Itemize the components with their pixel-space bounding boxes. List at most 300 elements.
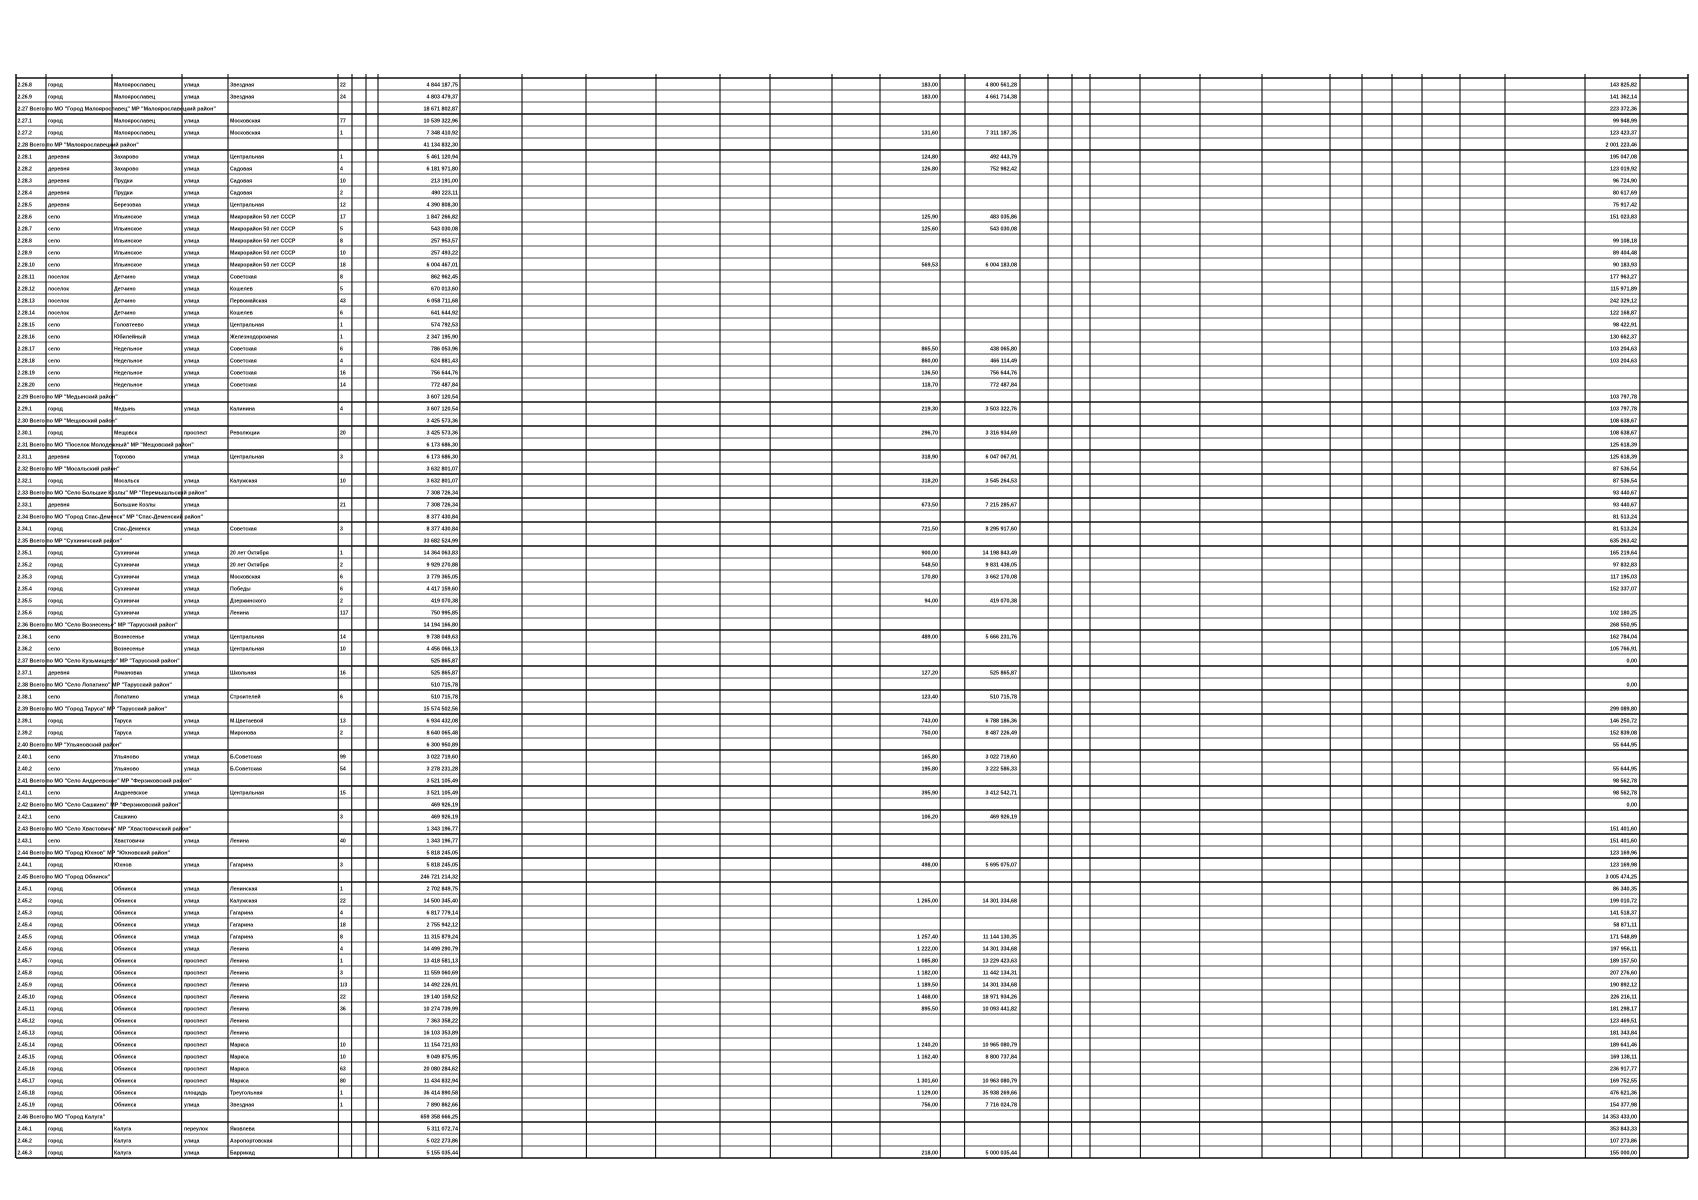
house-number: 4 [340,946,343,953]
total-row-title: 2.40 Всего по МР "Ульяновский район" [17,742,122,749]
total-row-title: 2.33 Всего по МО "Село Большие Козлы" МР "Перемышльский район" [17,490,208,497]
area-value: 127,20 [921,670,938,677]
street-type: улица [184,262,200,269]
area-value: 183,00 [921,94,938,101]
street-name: Советская [230,382,257,389]
locality-name: Сухиничи [114,562,140,569]
house-number: 1 [340,130,343,137]
area-value: 296,70 [921,430,938,437]
total-row-area: 3 521 105,49 [426,778,458,785]
row-number: 2.38.1 [17,694,32,701]
locality-name: Обнинск [114,1078,137,1085]
street-name: Советская [230,526,257,533]
total-value: 123 019,92 [1610,166,1637,173]
street-type: улица [184,370,200,377]
street-name: Микрорайон 50 лет СССР [230,250,296,257]
house-number: 1 [340,1090,343,1097]
street-name: Маркса [230,1054,249,1061]
locality-type: село [48,346,61,353]
house-number: 3 [340,862,343,869]
house-number: 6 [340,310,343,317]
locality-name: Сухиничи [114,598,140,605]
locality-name: Малоярославец [114,118,156,125]
street-type: улица [184,886,200,893]
locality-type: город [48,886,63,893]
area-value: 1 265,00 [917,898,938,905]
street-name: Центральная [230,202,264,209]
area-value: 118,70 [921,382,938,389]
locality-name: Обнинск [114,1018,137,1025]
area-value: 1 182,00 [917,970,938,977]
area-value: 318,20 [921,478,938,485]
work-value: 3 503 322,76 [985,406,1017,413]
street-type: улица [184,922,200,929]
street-type: улица [184,346,200,353]
work-value: 18 971 934,26 [982,994,1017,1001]
total-row-title: 2.35 Всего по МР "Сухиничский район" [17,538,123,545]
work-value: 756 644,76 [990,370,1017,377]
locality-type: город [48,1006,63,1013]
total-value: 80 617,69 [1613,190,1637,197]
area-value: 106,20 [921,814,938,821]
street-name: Железнодорожная [230,334,278,341]
total-row-title: 2.39 Всего по МО "Город Таруса" МР "Тарусский район" [17,706,167,713]
cost-value: 862 962,45 [431,274,458,281]
row-number: 2.45.6 [17,946,32,953]
street-type: улица [184,634,200,641]
area-value: 318,90 [921,454,938,461]
total-value: 107 273,86 [1610,1138,1637,1145]
total-value: 143 825,82 [1610,82,1637,89]
locality-name: Малоярославец [114,94,156,101]
street-name: Калужская [230,898,258,905]
cost-value: 3 521 105,49 [426,790,458,797]
street-name: Московская [230,118,261,125]
locality-type: город [48,1042,63,1049]
total-row-area: 469 926,19 [431,802,458,809]
house-number: 1 [340,886,343,893]
locality-name: Обнинск [114,910,137,917]
street-type: улица [184,190,200,197]
locality-type: деревня [48,178,70,185]
row-number: 2.46.3 [17,1150,32,1157]
work-value: 3 412 542,71 [985,790,1017,797]
street-name: Кошелев [230,286,253,293]
total-row-sum: 299 089,80 [1610,706,1637,713]
street-name: Б.Советская [230,754,262,761]
work-value: 3 222 586,33 [985,766,1017,773]
house-number: 2 [340,562,343,569]
street-name: Микрорайон 50 лет СССР [230,238,296,245]
total-row-title: 2.34 Всего по МО "Город Спас-Деменск" МР "Спас-Деменский район" [17,514,204,521]
area-value: 195,80 [921,766,938,773]
locality-name: Хвастовичи [114,838,145,845]
house-number: 8 [340,934,343,941]
street-type: улица [184,718,200,725]
cost-value: 257 493,22 [431,250,458,257]
total-row-sum: 125 618,39 [1610,442,1637,449]
work-value: 3 022 719,60 [985,754,1017,761]
street-name: Советская [230,346,257,353]
locality-type: город [48,586,63,593]
work-value: 14 198 843,49 [982,550,1017,557]
street-type: улица [184,766,200,773]
locality-type: город [48,910,63,917]
work-value: 4 800 561,28 [985,82,1017,89]
total-value: 165 219,64 [1610,550,1637,557]
street-name: Аэропортовская [230,1138,273,1145]
locality-type: город [48,994,63,1001]
row-number: 2.45.4 [17,922,32,929]
cost-value: 525 865,87 [431,670,458,677]
total-row-title: 2.37 Всего по МО "Село Кузьмищево" МР "Тарусский район" [17,658,180,665]
cost-value: 670 013,60 [431,286,458,293]
row-number: 2.45.17 [17,1078,35,1085]
locality-type: село [48,334,61,341]
cost-value: 6 181 971,80 [426,166,458,173]
total-value: 189 641,46 [1610,1042,1637,1049]
work-value: 11 442 134,31 [982,970,1017,977]
row-number: 2.28.13 [17,298,35,305]
locality-name: Недельное [114,346,143,353]
locality-name: Спас-Деменск [114,526,151,533]
locality-name: Мещовск [114,430,138,437]
row-number: 2.37.1 [17,670,32,677]
locality-type: город [48,118,63,125]
total-value: 125 618,39 [1610,454,1637,461]
house-number: 12 [340,202,346,209]
street-name: Маркса [230,1078,249,1085]
cost-value: 5 461 120,94 [426,154,458,161]
work-value: 14 301 334,68 [982,946,1017,953]
work-value: 14 301 334,68 [982,982,1017,989]
locality-name: Обнинск [114,1042,137,1049]
house-number: 13 [340,718,346,725]
cost-value: 9 738 049,63 [426,634,458,641]
street-name: Ленина [230,1018,249,1025]
house-number: 8 [340,238,343,245]
work-value: 6 047 067,91 [985,454,1017,461]
street-type: улица [184,598,200,605]
locality-type: город [48,478,63,485]
row-number: 2.40.1 [17,754,32,761]
work-value: 5 695 075,07 [985,862,1017,869]
street-type: улица [184,238,200,245]
row-number: 2.28.2 [17,166,32,173]
locality-name: Торхово [114,454,136,461]
row-number: 2.46.1 [17,1126,32,1133]
cost-value: 543 030,08 [431,226,458,233]
street-type: улица [184,334,200,341]
street-name: Ленина [230,982,249,989]
locality-name: Калуга [114,1150,132,1157]
total-value: 169 138,11 [1610,1054,1637,1061]
street-name: Ленина [230,1030,249,1037]
house-number: 3 [340,454,343,461]
total-row-title: 2.30 Всего по МР "Мещовский район" [17,418,118,425]
row-number: 2.28.8 [17,238,32,245]
total-value: 197 956,11 [1610,946,1637,953]
street-type: улица [184,562,200,569]
total-row-sum: 93 440,67 [1613,490,1637,497]
work-value: 7 716 024,78 [985,1102,1017,1109]
total-value: 146 250,72 [1610,718,1637,725]
cost-value: 11 559 060,69 [423,970,458,977]
street-name: Центральная [230,154,264,161]
total-value: 103 204,63 [1610,346,1637,353]
cost-value: 750 995,85 [431,610,458,617]
house-number: 2 [340,190,343,197]
locality-type: село [48,250,61,257]
street-name: Треугольная [230,1090,263,1097]
locality-type: село [48,694,61,701]
total-value: 171 548,89 [1610,934,1637,941]
street-type: улица [184,118,200,125]
row-number: 2.45.18 [17,1090,35,1097]
area-value: 218,00 [921,1150,938,1157]
total-row-title: 2.41 Всего по МО "Село Андреевское" МР "Ферзиковский район" [17,778,192,785]
cost-value: 6 173 686,30 [426,454,458,461]
street-type: улица [184,898,200,905]
street-type: улица [184,154,200,161]
street-name: Гагарина [230,862,254,869]
locality-name: Березовка [114,202,141,209]
area-value: 131,60 [921,130,938,137]
row-number: 2.45.3 [17,910,32,917]
street-type: улица [184,730,200,737]
street-type: проспект [184,1006,208,1013]
row-number: 2.45.12 [17,1018,35,1025]
work-value: 10 965 080,79 [982,1042,1017,1049]
total-value: 123 423,37 [1610,130,1637,137]
locality-name: Калуга [114,1126,132,1133]
locality-name: Обнинск [114,1030,137,1037]
street-type: улица [184,322,200,329]
total-row-sum: 0,00 [1626,658,1637,665]
row-number: 2.45.16 [17,1066,35,1073]
locality-type: поселок [48,298,69,305]
locality-type: город [48,946,63,953]
locality-name: Ульяново [114,766,140,773]
street-name: Первомайская [230,298,268,305]
total-value: 55 644,95 [1613,766,1637,773]
house-number: 6 [340,694,343,701]
work-value: 466 114,49 [990,358,1017,365]
house-number: 18 [340,262,346,269]
locality-name: Обнинск [114,970,137,977]
locality-type: село [48,646,61,653]
total-row-title: 2.46 Всего по МО "Город Калуга" [17,1114,106,1121]
cost-value: 5 311 072,74 [426,1126,458,1133]
cost-value: 469 926,19 [431,814,458,821]
area-value: 124,80 [921,154,938,161]
row-number: 2.30.1 [17,430,32,437]
area-value: 548,50 [921,562,938,569]
street-name: Звездная [230,94,255,101]
cost-value: 624 881,43 [431,358,458,365]
total-value: 190 892,12 [1610,982,1637,989]
street-name: Советская [230,274,257,281]
total-row-sum: 14 353 433,00 [1602,1114,1637,1121]
locality-name: Обнинск [114,958,137,965]
street-name: Центральная [230,790,264,797]
street-type: переулок [184,1126,208,1133]
house-number: 10 [340,1042,346,1049]
cost-value: 10 539 322,96 [423,118,458,125]
cost-value: 9 929 270,88 [426,562,458,569]
total-row-sum: 81 513,24 [1613,514,1637,521]
cost-value: 1 343 196,77 [426,838,458,845]
total-value: 75 917,42 [1613,202,1637,209]
locality-name: Детчино [114,298,136,305]
row-number: 2.45.13 [17,1030,35,1037]
work-value: 3 316 934,69 [985,430,1017,437]
cost-value: 19 140 159,52 [423,994,458,1001]
locality-type: город [48,730,63,737]
house-number: 2 [340,598,343,605]
row-number: 2.45.8 [17,970,32,977]
total-value: 87 536,54 [1613,478,1637,485]
house-number: 1 [340,154,343,161]
total-value: 103 797,78 [1610,406,1637,413]
row-number: 2.28.16 [17,334,35,341]
locality-name: Сухиничи [114,586,140,593]
total-value: 236 917,77 [1610,1066,1637,1073]
cost-value: 3 779 365,05 [426,574,458,581]
locality-type: село [48,838,61,845]
row-number: 2.28.19 [17,370,35,377]
total-row-area: 3 607 120,54 [426,394,458,401]
work-value: 543 030,08 [990,226,1017,233]
row-number: 2.46.2 [17,1138,32,1145]
locality-type: село [48,766,61,773]
area-value: 1 301,60 [917,1078,938,1085]
cost-value: 8 377 430,84 [426,526,458,533]
cost-value: 4 390 808,30 [426,202,458,209]
total-value: 151 401,60 [1610,838,1637,845]
cost-value: 5 818 245,05 [426,862,458,869]
row-number: 2.35.5 [17,598,32,605]
total-row-sum: 0,00 [1626,682,1637,689]
house-number: 40 [340,838,346,845]
locality-type: город [48,898,63,905]
cost-value: 7 348 410,92 [426,130,458,137]
work-value: 5 666 231,76 [985,634,1017,641]
area-value: 489,00 [921,634,938,641]
street-type: улица [184,502,200,509]
house-number: 1 [340,334,343,341]
area-value: 673,50 [921,502,938,509]
locality-name: Лопатино [114,694,139,701]
house-number: 5 [340,226,343,233]
total-value: 155 000,00 [1610,1150,1637,1157]
street-type: проспект [184,994,208,1001]
locality-type: деревня [48,454,70,461]
street-type: улица [184,202,200,209]
total-row-area: 5 818 245,05 [426,850,458,857]
locality-name: Малоярославец [114,130,156,137]
locality-type: город [48,574,63,581]
row-number: 2.28.17 [17,346,35,353]
street-name: Московская [230,130,261,137]
row-number: 2.28.12 [17,286,35,293]
cost-value: 772 487,84 [431,382,458,389]
house-number: 1 [340,550,343,557]
locality-type: село [48,814,61,821]
row-number: 2.28.10 [17,262,35,269]
street-type: улица [184,526,200,533]
row-number: 2.40.2 [17,766,32,773]
street-name: Миронова [230,730,257,737]
street-type: улица [184,838,200,845]
work-value: 772 487,84 [990,382,1017,389]
area-value: 860,00 [921,358,938,365]
row-number: 2.28.9 [17,250,32,257]
total-row-sum: 98 562,78 [1613,778,1637,785]
locality-type: село [48,358,61,365]
work-value: 8 800 737,84 [985,1054,1017,1061]
total-row-area: 8 377 430,84 [426,514,458,521]
locality-type: город [48,1102,63,1109]
area-value: 498,00 [921,862,938,869]
street-type: улица [184,382,200,389]
locality-name: Обнинск [114,922,137,929]
total-row-sum: 151 401,60 [1610,826,1637,833]
total-value: 154 377,98 [1610,1102,1637,1109]
cost-value: 419 070,38 [431,598,458,605]
street-type: улица [184,130,200,137]
total-value: 108 638,67 [1610,430,1637,437]
total-row-area: 6 300 950,89 [426,742,458,749]
locality-name: Вознесенье [114,646,145,653]
house-number: 6 [340,574,343,581]
work-value: 438 065,80 [990,346,1017,353]
house-number: 99 [340,754,346,761]
total-row-title: 2.32 Всего по МР "Мосальский район" [17,466,120,473]
work-value: 3 662 170,08 [985,574,1017,581]
street-name: Советская [230,358,257,365]
total-value: 162 784,04 [1610,634,1637,641]
work-value: 6 788 186,36 [985,718,1017,725]
locality-name: Недельное [114,382,143,389]
cost-value: 3 278 231,28 [426,766,458,773]
work-value: 510 715,78 [990,694,1017,701]
locality-name: Ильинское [114,250,143,257]
street-type: улица [184,358,200,365]
row-number: 2.39.1 [17,718,32,725]
locality-name: Таруса [114,730,132,737]
work-value: 752 982,42 [990,166,1017,173]
locality-name: Детчино [114,310,136,317]
house-number: 1 [340,958,343,965]
house-number: 2 [340,730,343,737]
total-row-area: 1 343 196,77 [426,826,458,833]
row-number: 2.28.14 [17,310,35,317]
locality-name: Ульяново [114,754,140,761]
row-number: 2.28.3 [17,178,32,185]
total-row-title: 2.43 Всего по МО "Село Хвастовичи" МР "Хвастовичский район" [17,826,192,833]
locality-name: Вознесенье [114,634,145,641]
total-row-title: 2.44 Всего по МО "Город Юхнов" МР "Юхновский район" [17,850,171,857]
cost-value: 6 058 711,68 [426,298,458,305]
total-row-title: 2.36 Всего по МО "Село Вознесенье" МР "Тарусский район" [17,622,178,629]
locality-name: Андреевское [114,790,148,797]
total-row-title: 2.38 Всего по МО "Село Лопатино" МР "Тарусский район" [17,682,172,689]
work-value: 419 070,38 [990,598,1017,605]
house-number: 14 [340,634,346,641]
cost-value: 574 792,53 [431,322,458,329]
work-value: 14 301 334,68 [982,898,1017,905]
